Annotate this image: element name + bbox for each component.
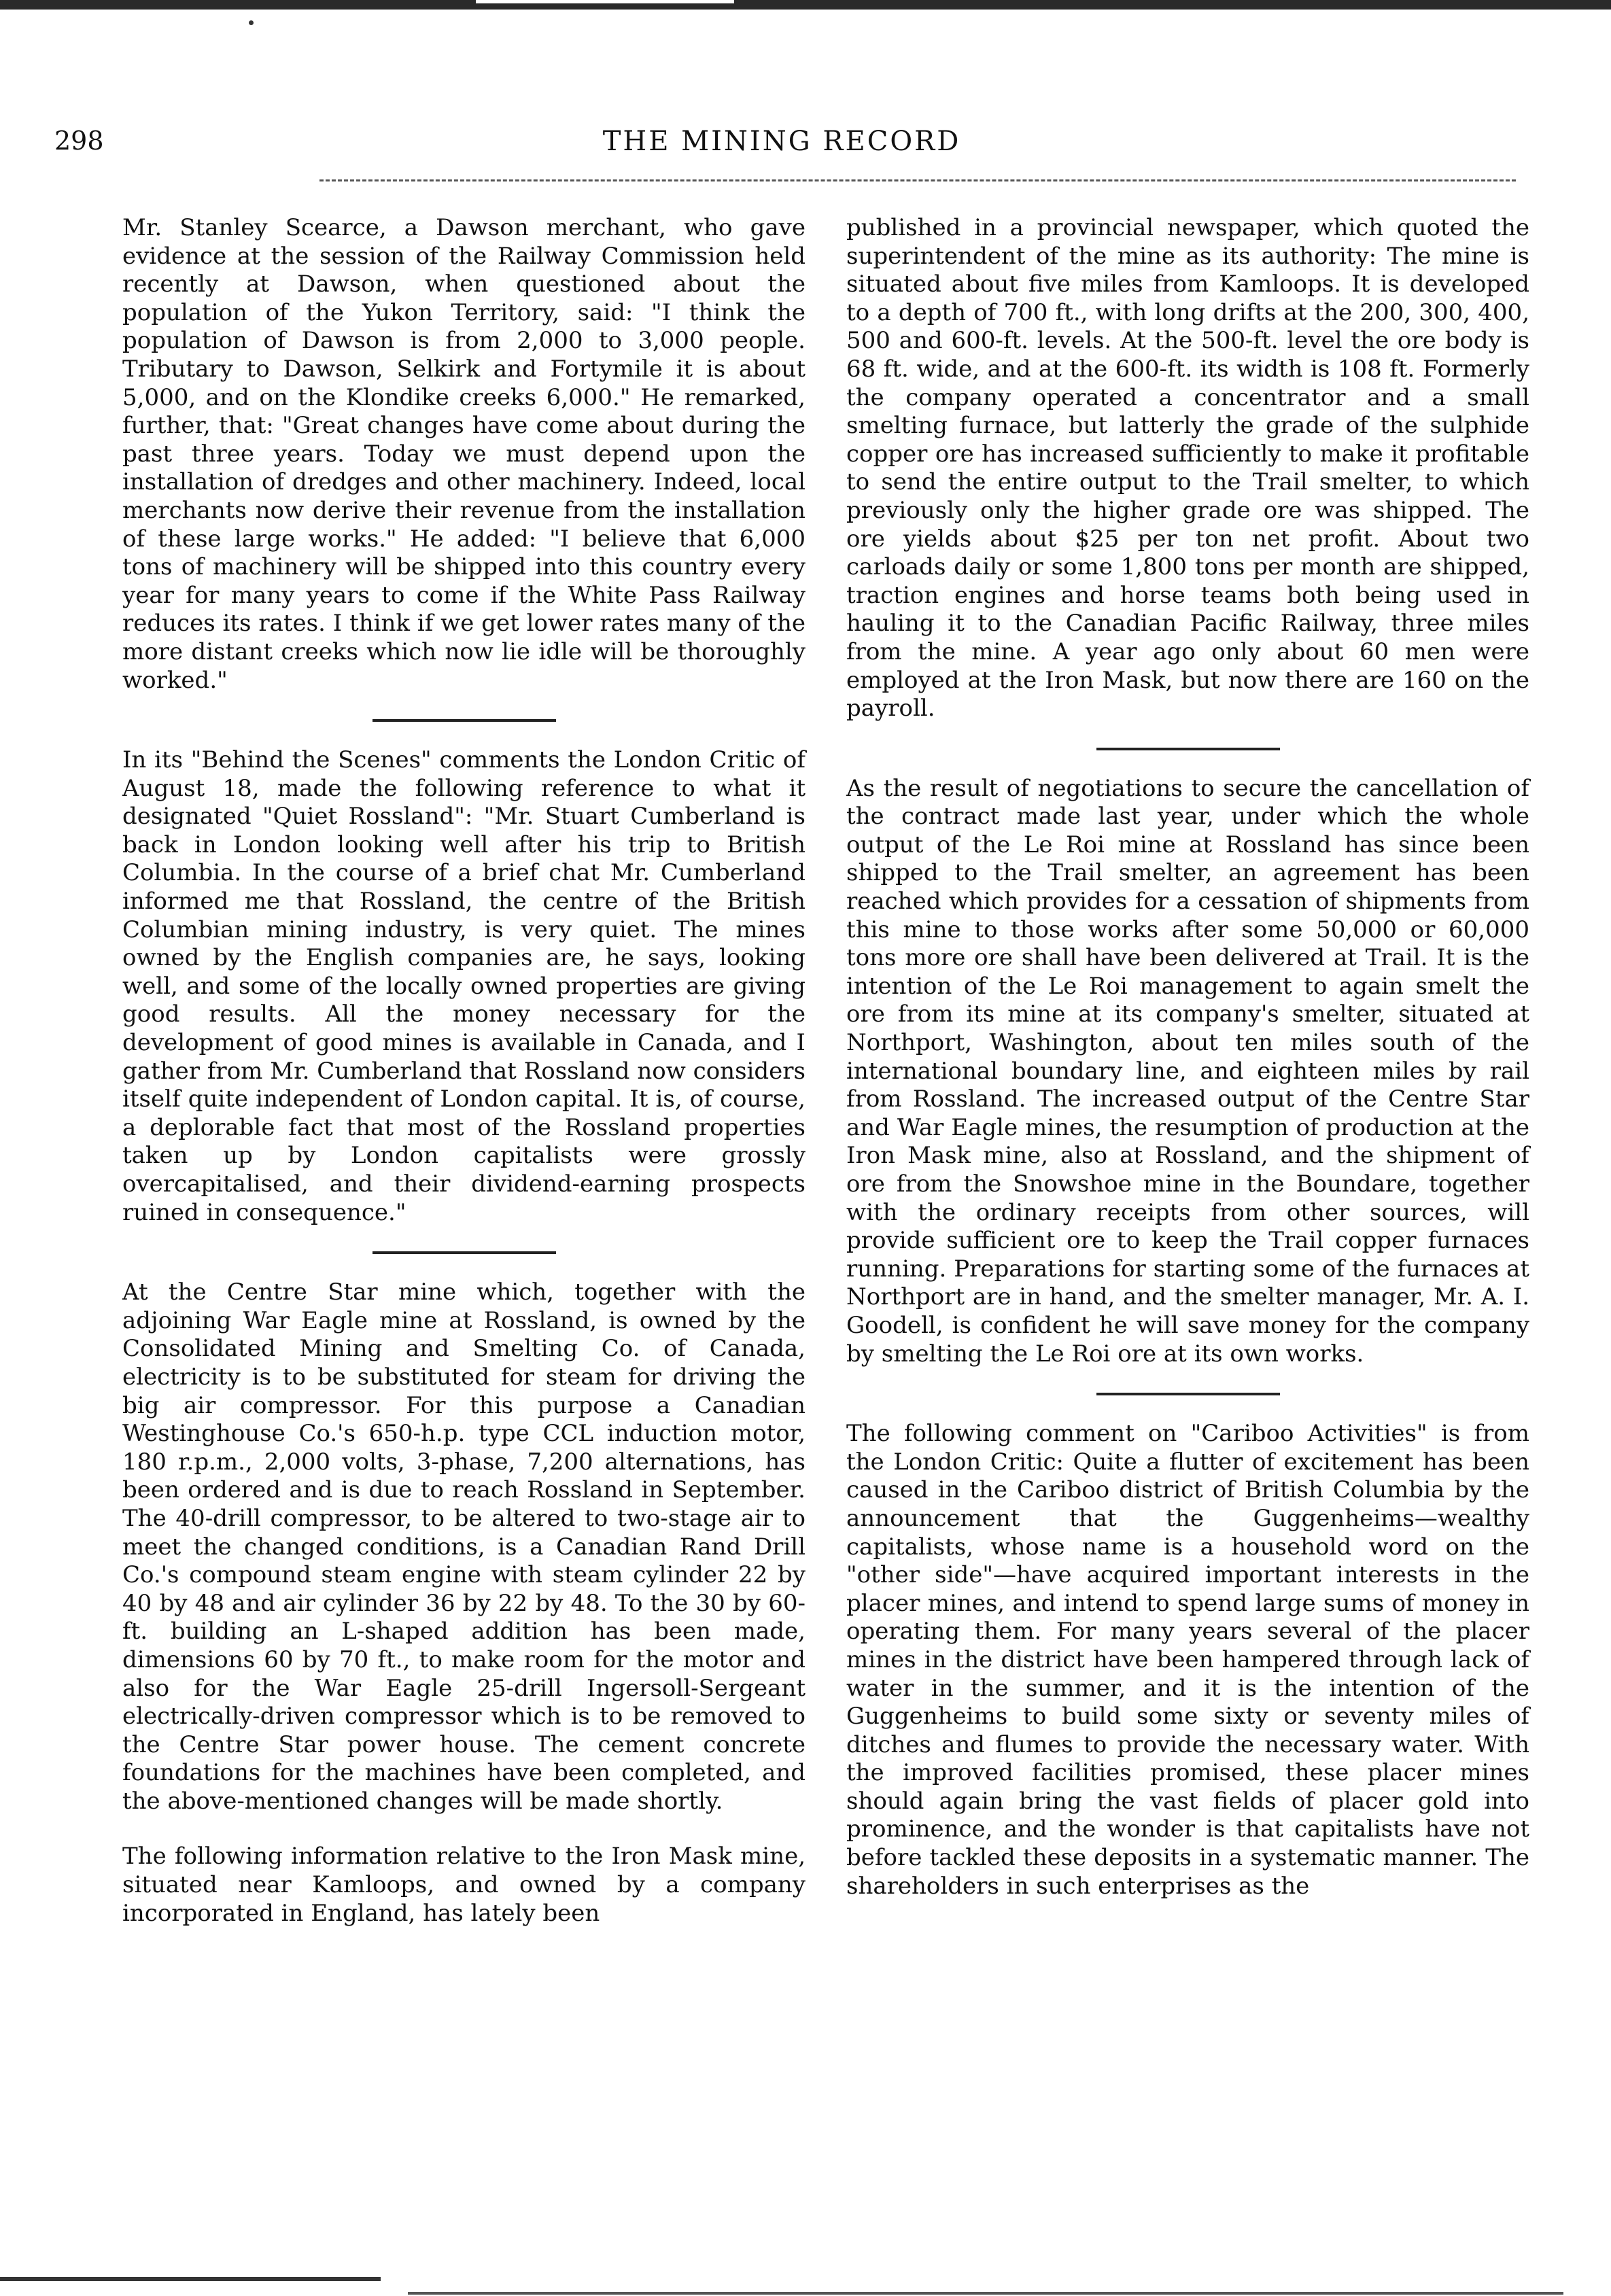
article-le-roi-smelter: As the result of negotiations to secure the cancellation of the contract made last year, under which the whole output of the Le Roi mine at Rossland has since been shipped to the Trail smelter, an agreement has been reached which provides for a cessation of shipments from this mine to those works after some 50,000 or 60,000 tons more ore shall have been delivered at Trail. It is the intention of the Le Roi management to again smelt the ore from its mine at its company's smelter, situated at Northport, Washington, about ten miles south of the international boundary line, and eighteen miles by rail from Rossland. The increased output of the Centre Star and War Eagle mines, the resumption of production at the Iron Mask mine, also at Rossland, and the shipment of ore from the Snowshoe mine in the Boundare, together with the ordinary receipts from other sources, will provide sufficient ore to keep the Trail copper furnaces running. Preparations for starting some of the furnaces at Northport are in hand, and the smelter manager, Mr. A. I. Goodell, is confident he will save money for the company by smelting the Le Roi ore at its own works. — [846, 774, 1529, 1368]
top-border-rule — [0, 0, 1611, 10]
right-column — [846, 214, 1529, 1900]
article-quiet-rossland: In its "Behind the Scenes" comments the London Critic of August 18, made the following reference to what it designated "Quiet Rossland": "Mr. Stuart Cumberland is back in London looking well after his trip to British Columbia. In the course of a brief chat Mr. Cumberland informed me that Rossland, the centre of the British Columbian mining industry, is very quiet. The mines owned by the English companies are, he says, looking well, and some of the locally owned properties are giving good results. All the money necessary for the development of good mines is available in Canada, and I gather from Mr. Cumberland that Rossland now considers itself quite independent of London capital. It is, of course, a deplorable fact that most of the Rossland properties taken up by London capitalists were grossly overcapitalised, and their dividend-earning prospects ruined in consequence." — [122, 746, 806, 1226]
running-title: THE MINING RECORD — [602, 126, 961, 157]
article-separator — [373, 719, 556, 722]
bottom-border-rule-2 — [408, 2292, 1563, 2295]
stray-ink-dot — [249, 20, 254, 25]
article-separator — [373, 1251, 556, 1254]
article-iron-mask-continued: published in a provincial newspaper, which quoted the superintendent of the mine as its authority: The mine is situated about five miles from Kamloops. It is developed to a depth of 700 ft., with long drifts at the 200, 300, 400, 500 and 600-ft. levels. At the 500-ft. level the ore body is 68 ft. wide, and at the 600-ft. its width is 108 ft. Formerly the company operated a concentrator and a small smelting furnace, but latterly the grade of the sulphide copper ore has increased sufficiently to make it profitable to send the entire output to the Trail smelter, to which previously only the higher grade ore was shipped. The ore yields about $25 per ton net profit. About two carloads daily or some 1,800 tons per month are shipped, traction engines and horse teams both being used in hauling it to the Canadian Pacific Railway, three miles from the mine. A year ago only about 60 men were employed at the Iron Mask, but now there are 160 on the payroll. — [846, 214, 1529, 723]
article-separator — [1096, 1393, 1280, 1395]
top-border-gap — [476, 0, 734, 3]
article-separator — [1096, 748, 1280, 750]
article-cariboo-activities: The following comment on "Cariboo Activities" is from the London Critic: Quite a flutter of excitement has been caused in the Cariboo district of British Columbia by the announcement that the Guggenheims—wealthy capitalists, whose name is a household word on the "other side"—have acquired important interests in the placer mines, and intend to spend large sums of money in operating them. For many years several of the placer mines in the district have been hampered through lack of water in the summer, and it is the intention of the Guggenheims to build some sixty or seventy miles of ditches and flumes to provide the necessary water. With the improved facilities promised, these placer mines should again bring the vast fields of placer gold into prominence, and the wonder is that capitalists have not before tackled these deposits in a systematic manner. The shareholders in such enterprises as the — [846, 1420, 1529, 1900]
page-number: 298 — [54, 126, 104, 156]
left-column — [122, 214, 806, 1928]
article-dawson-population: Mr. Stanley Scearce, a Dawson merchant, who gave evidence at the session of the Railway Commission held recently at Dawson, when questioned about the population of the Yukon Territory, said: "I think the population of Dawson is from 2,000 to 3,000 people. Tributary to Dawson, Selkirk and Fortymile it is about 5,000, and on the Klondike creeks 6,000." He remarked, further, that: "Great changes have come about during the past three years. Today we must depend upon the installation of dredges and other machinery. Indeed, local merchants now derive their revenue from the installation of these large works." He added: "I believe that 6,000 tons of machinery will be shipped into this country every year for many years to come if the White Pass Railway reduces its rates. I think if we get lower rates many of the more distant creeks which now lie idle will be thoroughly worked." — [122, 214, 806, 694]
header-rule — [319, 179, 1516, 181]
article-centre-star-mine: At the Centre Star mine which, together with the adjoining War Eagle mine at Rossland, is owned by the Consolidated Mining and Smelting Co. of Canada, electricity is to be substituted for steam for driving the big air compressor. For this purpose a Canadian Westinghouse Co.'s 650-h.p. type CCL induction motor, 180 r.p.m., 2,000 volts, 3-phase, 7,200 alternations, has been ordered and is due to reach Rossland in September. The 40-drill compressor, to be altered to two-stage air to meet the changed conditions, is a Canadian Rand Drill Co.'s compound steam engine with steam cylinder 22 by 40 by 48 and air cylinder 36 by 22 by 48. To the 30 by 60-ft. building an L-shaped addition has been made, dimensions 60 by 70 ft., to make room for the motor and also for the War Eagle 25-drill Ingersoll-Sergeant electrically-driven compressor which is to be removed to the Centre Star power house. The cement concrete foundations for the machines have been completed, and the above-mentioned changes will be made shortly. — [122, 1279, 806, 1815]
bottom-border-rule — [0, 2277, 381, 2281]
article-iron-mask-intro: The following information relative to the Iron Mask mine, situated near Kamloops, and owned by a company incorporated in England, has lately been — [122, 1843, 806, 1927]
page-header — [54, 126, 1509, 167]
